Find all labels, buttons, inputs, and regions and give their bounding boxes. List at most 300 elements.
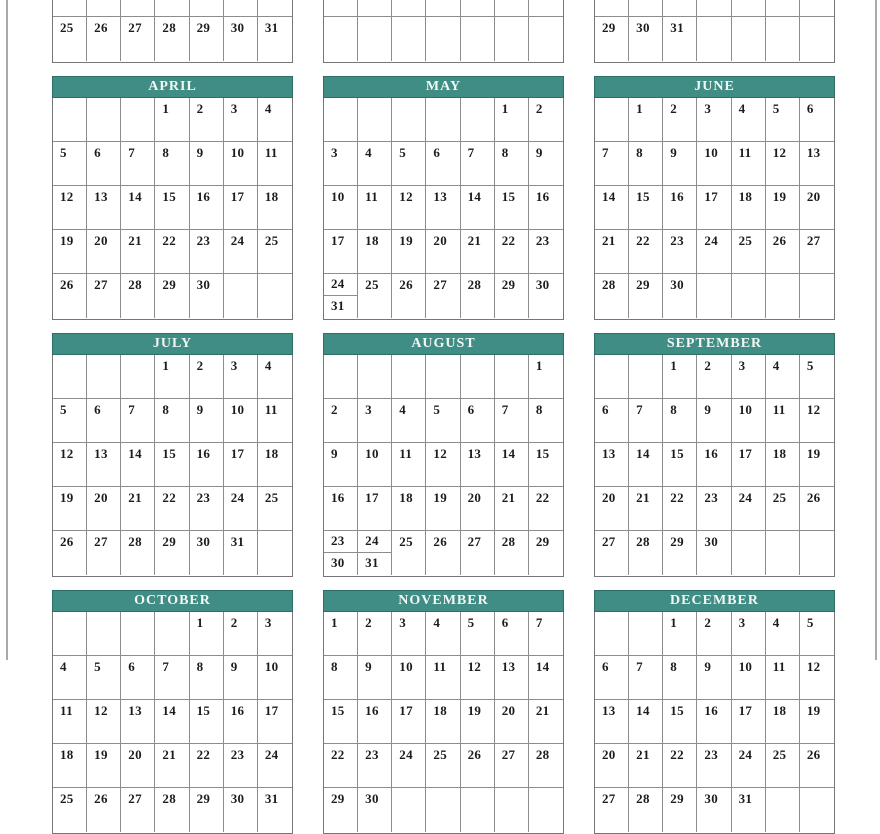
day-cell: [121, 274, 155, 318]
day-number: 30: [196, 534, 211, 549]
day-cell: [495, 487, 529, 531]
day-number: 9: [331, 446, 338, 461]
day-cell: [461, 230, 495, 274]
day-number: 11: [738, 145, 752, 160]
day-cell: [324, 612, 358, 656]
day-cell: [53, 142, 87, 186]
day-cell: [258, 355, 292, 399]
day-cell: [426, 274, 460, 318]
day-cell: [358, 274, 392, 318]
day-cell: [190, 17, 224, 61]
day-cell: [426, 612, 460, 656]
day-cell: [495, 98, 529, 142]
day-cell: [224, 142, 258, 186]
day-cell: [529, 612, 563, 656]
day-cell: [766, 443, 800, 487]
day-cell: [766, 186, 800, 230]
day-cell: [426, 788, 460, 832]
day-number: 17: [738, 446, 753, 461]
day-number: 5: [806, 615, 814, 630]
day-cell: [461, 487, 495, 531]
day-cell: [629, 230, 663, 274]
day-cell: [258, 487, 292, 531]
day-number: 23: [196, 490, 211, 505]
day-number: 11: [365, 189, 379, 204]
day-number: 2: [196, 101, 204, 116]
day-number: 29: [670, 534, 684, 549]
day-cell: [800, 700, 834, 744]
day-number: 29: [196, 791, 211, 806]
day-number: 14: [636, 446, 650, 461]
day-cell: [766, 744, 800, 788]
day-number: 7: [501, 402, 509, 417]
page-edge-line-left: [6, 0, 8, 660]
day-cell: [87, 700, 121, 744]
day-number: 24: [230, 233, 245, 248]
day-cell: [732, 531, 766, 575]
day-cell: [324, 656, 358, 700]
month-grid: [323, 355, 564, 577]
day-number: 10: [704, 145, 719, 160]
day-number: 25: [264, 490, 279, 505]
day-cell: [663, 355, 697, 399]
day-number: 19: [433, 490, 448, 505]
month-grid: [52, 98, 293, 320]
day-cell: [324, 487, 358, 531]
day-cell: [155, 656, 189, 700]
day-cell: [190, 355, 224, 399]
day-cell: [190, 744, 224, 788]
day-number: 18: [264, 189, 279, 204]
day-number: 1: [535, 358, 543, 373]
day-cell: [697, 487, 731, 531]
day-cell: [800, 274, 834, 318]
day-cell: [461, 186, 495, 230]
day-cell: [121, 0, 155, 17]
day-cell: [426, 355, 460, 399]
day-cell: [87, 612, 121, 656]
day-number: 5: [60, 402, 67, 417]
day-cell: [190, 443, 224, 487]
day-cell: [461, 612, 495, 656]
day-cell: [324, 700, 358, 744]
day-number: 20: [467, 490, 482, 505]
day-cell: [461, 744, 495, 788]
day-number: 6: [433, 145, 441, 160]
day-cell: [663, 274, 697, 318]
day-cell: [392, 17, 426, 61]
day-cell: [766, 788, 800, 832]
day-number: 10: [331, 189, 345, 204]
day-number: 3: [331, 145, 338, 160]
day-cell: [392, 744, 426, 788]
day-cell: [190, 531, 224, 575]
day-number: 21: [501, 490, 516, 505]
day-number: 22: [670, 747, 684, 762]
day-cell: [392, 186, 426, 230]
day-cell: [426, 98, 460, 142]
day-cell: [426, 142, 460, 186]
day-cell: [53, 274, 87, 318]
day-cell: [766, 399, 800, 443]
day-number: 31: [365, 555, 379, 570]
day-number: 12: [399, 189, 413, 204]
day-number: 7: [636, 659, 643, 674]
day-number: 1: [670, 615, 678, 630]
day-cell: [697, 656, 731, 700]
day-cell: [732, 700, 766, 744]
day-number: 7: [128, 402, 136, 417]
day-cell: [495, 399, 529, 443]
day-number: 11: [399, 446, 413, 461]
day-number: 27: [433, 277, 448, 292]
day-number: 16: [704, 446, 719, 461]
day-cell: [53, 0, 87, 17]
day-number: 12: [60, 446, 74, 461]
day-cell: [155, 788, 189, 832]
day-cell: [629, 531, 663, 575]
day-number: 28: [162, 791, 177, 806]
day-number: 28: [636, 534, 650, 549]
day-cell: [663, 230, 697, 274]
day-number: 15: [670, 703, 684, 718]
day-cell: [324, 443, 358, 487]
day-number: 10: [230, 402, 245, 417]
day-number: 5: [94, 659, 101, 674]
day-number: 29: [162, 277, 177, 292]
day-number: 10: [399, 659, 413, 674]
month-title: JUNE: [594, 76, 835, 98]
day-cell-half: [324, 531, 357, 553]
day-cell: [732, 17, 766, 61]
day-number: 13: [467, 446, 482, 461]
day-cell: [697, 274, 731, 318]
day-cell: [121, 142, 155, 186]
day-cell: [121, 98, 155, 142]
day-number: 15: [670, 446, 684, 461]
month-grid: [52, 612, 293, 834]
day-cell: [224, 355, 258, 399]
day-number: 26: [94, 791, 108, 806]
day-cell: [155, 531, 189, 575]
day-cell: [53, 612, 87, 656]
day-cell: [258, 399, 292, 443]
day-cell: [495, 274, 529, 318]
day-number: 12: [467, 659, 482, 674]
day-cell: [258, 186, 292, 230]
day-cell-split: [324, 531, 358, 575]
day-cell: [732, 487, 766, 531]
day-number: 21: [162, 747, 177, 762]
day-cell: [426, 487, 460, 531]
day-cell: [697, 788, 731, 832]
day-cell: [87, 142, 121, 186]
day-number: 20: [501, 703, 516, 718]
day-cell: [358, 98, 392, 142]
day-cell: [697, 744, 731, 788]
day-cell: [53, 788, 87, 832]
day-cell: [87, 17, 121, 61]
day-cell: [155, 0, 189, 17]
day-number: 30: [230, 791, 245, 806]
month-march: [594, 0, 835, 63]
day-number: 20: [94, 490, 108, 505]
day-number: 21: [467, 233, 482, 248]
day-cell: [190, 0, 224, 17]
day-cell: [732, 443, 766, 487]
day-number: 15: [196, 703, 211, 718]
day-cell: [461, 399, 495, 443]
day-number: 13: [806, 145, 821, 160]
day-number: 15: [501, 189, 516, 204]
day-cell: [426, 744, 460, 788]
day-number: 14: [467, 189, 482, 204]
day-number: 12: [60, 189, 74, 204]
day-number: 21: [636, 747, 650, 762]
day-number: 20: [806, 189, 821, 204]
day-number: 29: [501, 277, 516, 292]
month-grid: [594, 355, 835, 577]
day-number: 27: [602, 791, 616, 806]
day-cell: [121, 700, 155, 744]
day-number: 9: [704, 659, 712, 674]
day-cell: [358, 700, 392, 744]
day-number: 27: [806, 233, 821, 248]
day-cell: [53, 355, 87, 399]
day-number: 14: [535, 659, 550, 674]
day-cell: [155, 399, 189, 443]
day-number: 8: [331, 659, 338, 674]
day-cell: [697, 443, 731, 487]
day-number: 30: [331, 555, 345, 570]
day-cell: [53, 17, 87, 61]
day-number: 30: [535, 277, 550, 292]
day-cell: [53, 186, 87, 230]
day-cell: [495, 744, 529, 788]
day-cell: [358, 744, 392, 788]
day-cell: [461, 142, 495, 186]
day-cell: [190, 788, 224, 832]
day-number: 7: [535, 615, 543, 630]
day-cell: [224, 0, 258, 17]
day-number: 19: [60, 233, 74, 248]
day-cell: [358, 656, 392, 700]
day-number: 1: [162, 101, 170, 116]
day-number: 27: [128, 20, 142, 35]
day-cell: [766, 0, 800, 17]
day-number: 29: [602, 20, 616, 35]
day-number: 14: [602, 189, 616, 204]
month-december: [594, 590, 835, 834]
day-cell: [258, 744, 292, 788]
day-cell: [800, 744, 834, 788]
day-number: 23: [704, 490, 719, 505]
day-cell: [595, 612, 629, 656]
day-number: 3: [264, 615, 272, 630]
day-number: 26: [806, 490, 821, 505]
day-number: 29: [535, 534, 550, 549]
day-number: 28: [602, 277, 616, 292]
day-number: 19: [94, 747, 108, 762]
day-cell: [190, 274, 224, 318]
day-cell: [121, 487, 155, 531]
day-number: 5: [772, 101, 780, 116]
month-june: [594, 76, 835, 320]
day-number: 10: [738, 659, 753, 674]
month-grid: [323, 0, 564, 63]
day-cell: [155, 230, 189, 274]
day-number: 19: [772, 189, 787, 204]
day-cell: [53, 443, 87, 487]
calendar-page: [52, 0, 835, 834]
day-number: 12: [94, 703, 108, 718]
month-january: [52, 0, 293, 63]
day-cell: [800, 612, 834, 656]
day-number: 3: [230, 358, 238, 373]
day-cell: [595, 443, 629, 487]
day-number: 22: [331, 747, 345, 762]
day-cell: [190, 399, 224, 443]
day-cell: [358, 186, 392, 230]
day-number: 28: [128, 277, 142, 292]
day-number: 5: [399, 145, 407, 160]
day-cell: [595, 788, 629, 832]
month-november: [323, 590, 564, 834]
day-number: 29: [162, 534, 177, 549]
day-cell: [629, 399, 663, 443]
day-cell: [392, 0, 426, 17]
day-number: 31: [230, 534, 245, 549]
page-edge-line-right: [875, 0, 877, 660]
day-number: 22: [535, 490, 550, 505]
day-number: 4: [365, 145, 372, 160]
day-number: 5: [806, 358, 814, 373]
day-cell: [663, 531, 697, 575]
month-grid: [52, 355, 293, 577]
day-cell: [495, 443, 529, 487]
day-number: 25: [772, 490, 787, 505]
day-number: 17: [230, 446, 245, 461]
day-number: 4: [738, 101, 746, 116]
day-cell: [426, 443, 460, 487]
day-number: 23: [704, 747, 719, 762]
day-cell: [258, 443, 292, 487]
day-cell: [529, 274, 563, 318]
day-cell: [766, 487, 800, 531]
day-cell: [121, 443, 155, 487]
day-number: 29: [670, 791, 684, 806]
day-number: 30: [670, 277, 684, 292]
day-cell: [155, 700, 189, 744]
day-cell: [697, 142, 731, 186]
day-number: 25: [399, 534, 413, 549]
day-cell: [461, 17, 495, 61]
day-cell: [663, 142, 697, 186]
day-cell: [324, 355, 358, 399]
day-cell: [800, 487, 834, 531]
day-number: 15: [535, 446, 550, 461]
day-cell: [155, 274, 189, 318]
day-cell: [392, 788, 426, 832]
day-cell: [324, 788, 358, 832]
day-cell: [324, 142, 358, 186]
day-number: 13: [433, 189, 448, 204]
day-number: 21: [535, 703, 550, 718]
day-cell: [800, 0, 834, 17]
day-number: 11: [264, 402, 278, 417]
day-cell: [732, 355, 766, 399]
day-cell: [87, 487, 121, 531]
day-cell: [663, 98, 697, 142]
day-cell: [155, 355, 189, 399]
day-number: 13: [501, 659, 516, 674]
day-number: 1: [196, 615, 204, 630]
day-cell: [529, 443, 563, 487]
day-number: 2: [230, 615, 238, 630]
month-september: [594, 333, 835, 577]
day-cell: [155, 612, 189, 656]
day-cell: [732, 274, 766, 318]
day-number: 2: [670, 101, 678, 116]
day-number: 8: [670, 659, 678, 674]
day-number: 26: [806, 747, 821, 762]
day-cell: [258, 98, 292, 142]
day-cell: [224, 788, 258, 832]
day-number: 2: [535, 101, 543, 116]
day-number: 31: [738, 791, 753, 806]
day-cell: [800, 17, 834, 61]
day-number: 11: [433, 659, 447, 674]
day-cell: [629, 0, 663, 17]
day-cell: [426, 656, 460, 700]
day-cell: [358, 17, 392, 61]
day-cell: [53, 399, 87, 443]
day-cell: [629, 98, 663, 142]
day-number: 8: [162, 402, 170, 417]
day-number: 18: [399, 490, 413, 505]
day-cell: [732, 230, 766, 274]
day-cell: [629, 355, 663, 399]
day-cell-half: [324, 296, 357, 318]
day-number: 1: [670, 358, 678, 373]
day-cell: [461, 788, 495, 832]
day-number: 20: [602, 490, 616, 505]
day-number: 27: [501, 747, 516, 762]
day-cell: [392, 487, 426, 531]
day-number: 4: [264, 101, 272, 116]
day-cell: [529, 17, 563, 61]
day-cell: [224, 274, 258, 318]
day-number: 7: [467, 145, 475, 160]
day-cell: [121, 186, 155, 230]
day-number: 30: [196, 277, 211, 292]
day-cell: [697, 612, 731, 656]
day-cell: [766, 274, 800, 318]
day-cell: [529, 487, 563, 531]
day-number: 10: [738, 402, 753, 417]
day-number: 11: [264, 145, 278, 160]
day-number: 16: [365, 703, 379, 718]
day-cell: [663, 656, 697, 700]
day-number: 24: [331, 276, 345, 291]
month-february: [323, 0, 564, 63]
day-number: 15: [331, 703, 345, 718]
day-cell: [426, 0, 460, 17]
day-number: 22: [501, 233, 516, 248]
day-cell: [663, 17, 697, 61]
day-number: 26: [60, 277, 74, 292]
day-number: 5: [60, 145, 67, 160]
